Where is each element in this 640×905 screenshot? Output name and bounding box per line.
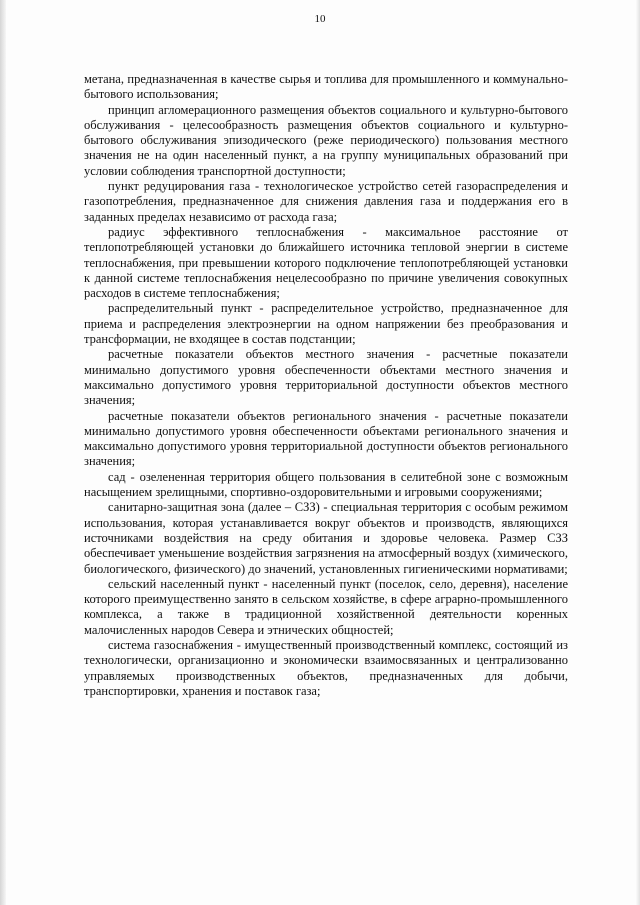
scan-edge-right (636, 0, 640, 905)
scan-edge-left (0, 0, 6, 905)
definition-gas-supply-system: система газоснабжения - имущественный производственный комплекс, состоящий из технологически, организационно и экономически взаимосвязанных и централизованно управляемых производственных объектов, предназначенных для добычи, транспортировки, хранения и поставок газа; (84, 637, 568, 698)
definition-garden: сад - озелененная территория общего пользования в селитебной зоне с возможным насыщением зрелищными, спортивно-оздоровительными и игровыми сооружениями; (84, 469, 568, 500)
definition-local-indicators: расчетные показатели объектов местного значения - расчетные показатели минимально допустимого уровня обеспеченности объектами местного значения и максимально допустимого уровня территориальной доступности объектов местного значения; (84, 347, 568, 408)
definition-gas-reduction-point: пункт редуцирования газа - технологическое устройство сетей газораспределения и газопотребления, предназначенное для снижения давления газа и поддержания его в заданных пределах независимо от расхода газа; (84, 179, 568, 224)
definition-distribution-point: распределительный пункт - распределительное устройство, предназначенное для приема и распределения электроэнергии на одном напряжении без преобразования и трансформации, не входящее в состав подстанции; (84, 301, 568, 347)
definition-heat-supply-radius: радиус эффективного теплоснабжения - максимальное расстояние от теплопотребляющей установки до ближайшего источника тепловой энергии в системе теплоснабжения, при превышении которого подключение теплопотребляющей установки к данной системе теплоснабжения нецелесообразно по причине увеличения совокупных расходов в системе теплоснабжения; (84, 224, 568, 301)
definition-regional-indicators: расчетные показатели объектов регионального значения - расчетные показатели минимально допустимого уровня обеспеченности объектами регионального значения и максимально допустимого уровня территориальной доступности объектов регионального значения; (84, 408, 568, 469)
definition-agglomeration-principle: принцип агломерационного размещения объектов социального и культурно-бытового обслуживания - целесообразность размещения объектов социального и культурно-бытового обслуживания эпизодического (реже периодического) пользования местного значения не на один населенный пункт, а на группу муниципальных образований при условии соблюдения транспортной доступности; (84, 102, 568, 178)
page-number: 10 (314, 13, 326, 25)
paragraph-continuation: метана, предназначенная в качестве сырья и топлива для промышленного и коммунально-бытового использования; (84, 72, 568, 102)
definition-sanitary-zone: санитарно-защитная зона (далее – СЗЗ) - специальная территория с особым режимом использования, которая устанавливается вокруг объектов и производств, являющихся источниками воздействия на среду обитания и здоровье человека. Размер СЗЗ обеспечивает уменьшение воздействия загрязнения на атмосферный воздух (химического, биологического, физического) до значений, установленных гигиеническими нормативами; (84, 500, 568, 576)
definition-rural-settlement: сельский населенный пункт - населенный пункт (поселок, село, деревня), население которого преимущественно занято в сельском хозяйстве, в сфере аграрно-промышленного комплекса, а также в традиционной хозяйственной деятельности коренных малочисленных народов Севера и этнических общностей; (84, 576, 568, 637)
document-body (84, 72, 568, 699)
